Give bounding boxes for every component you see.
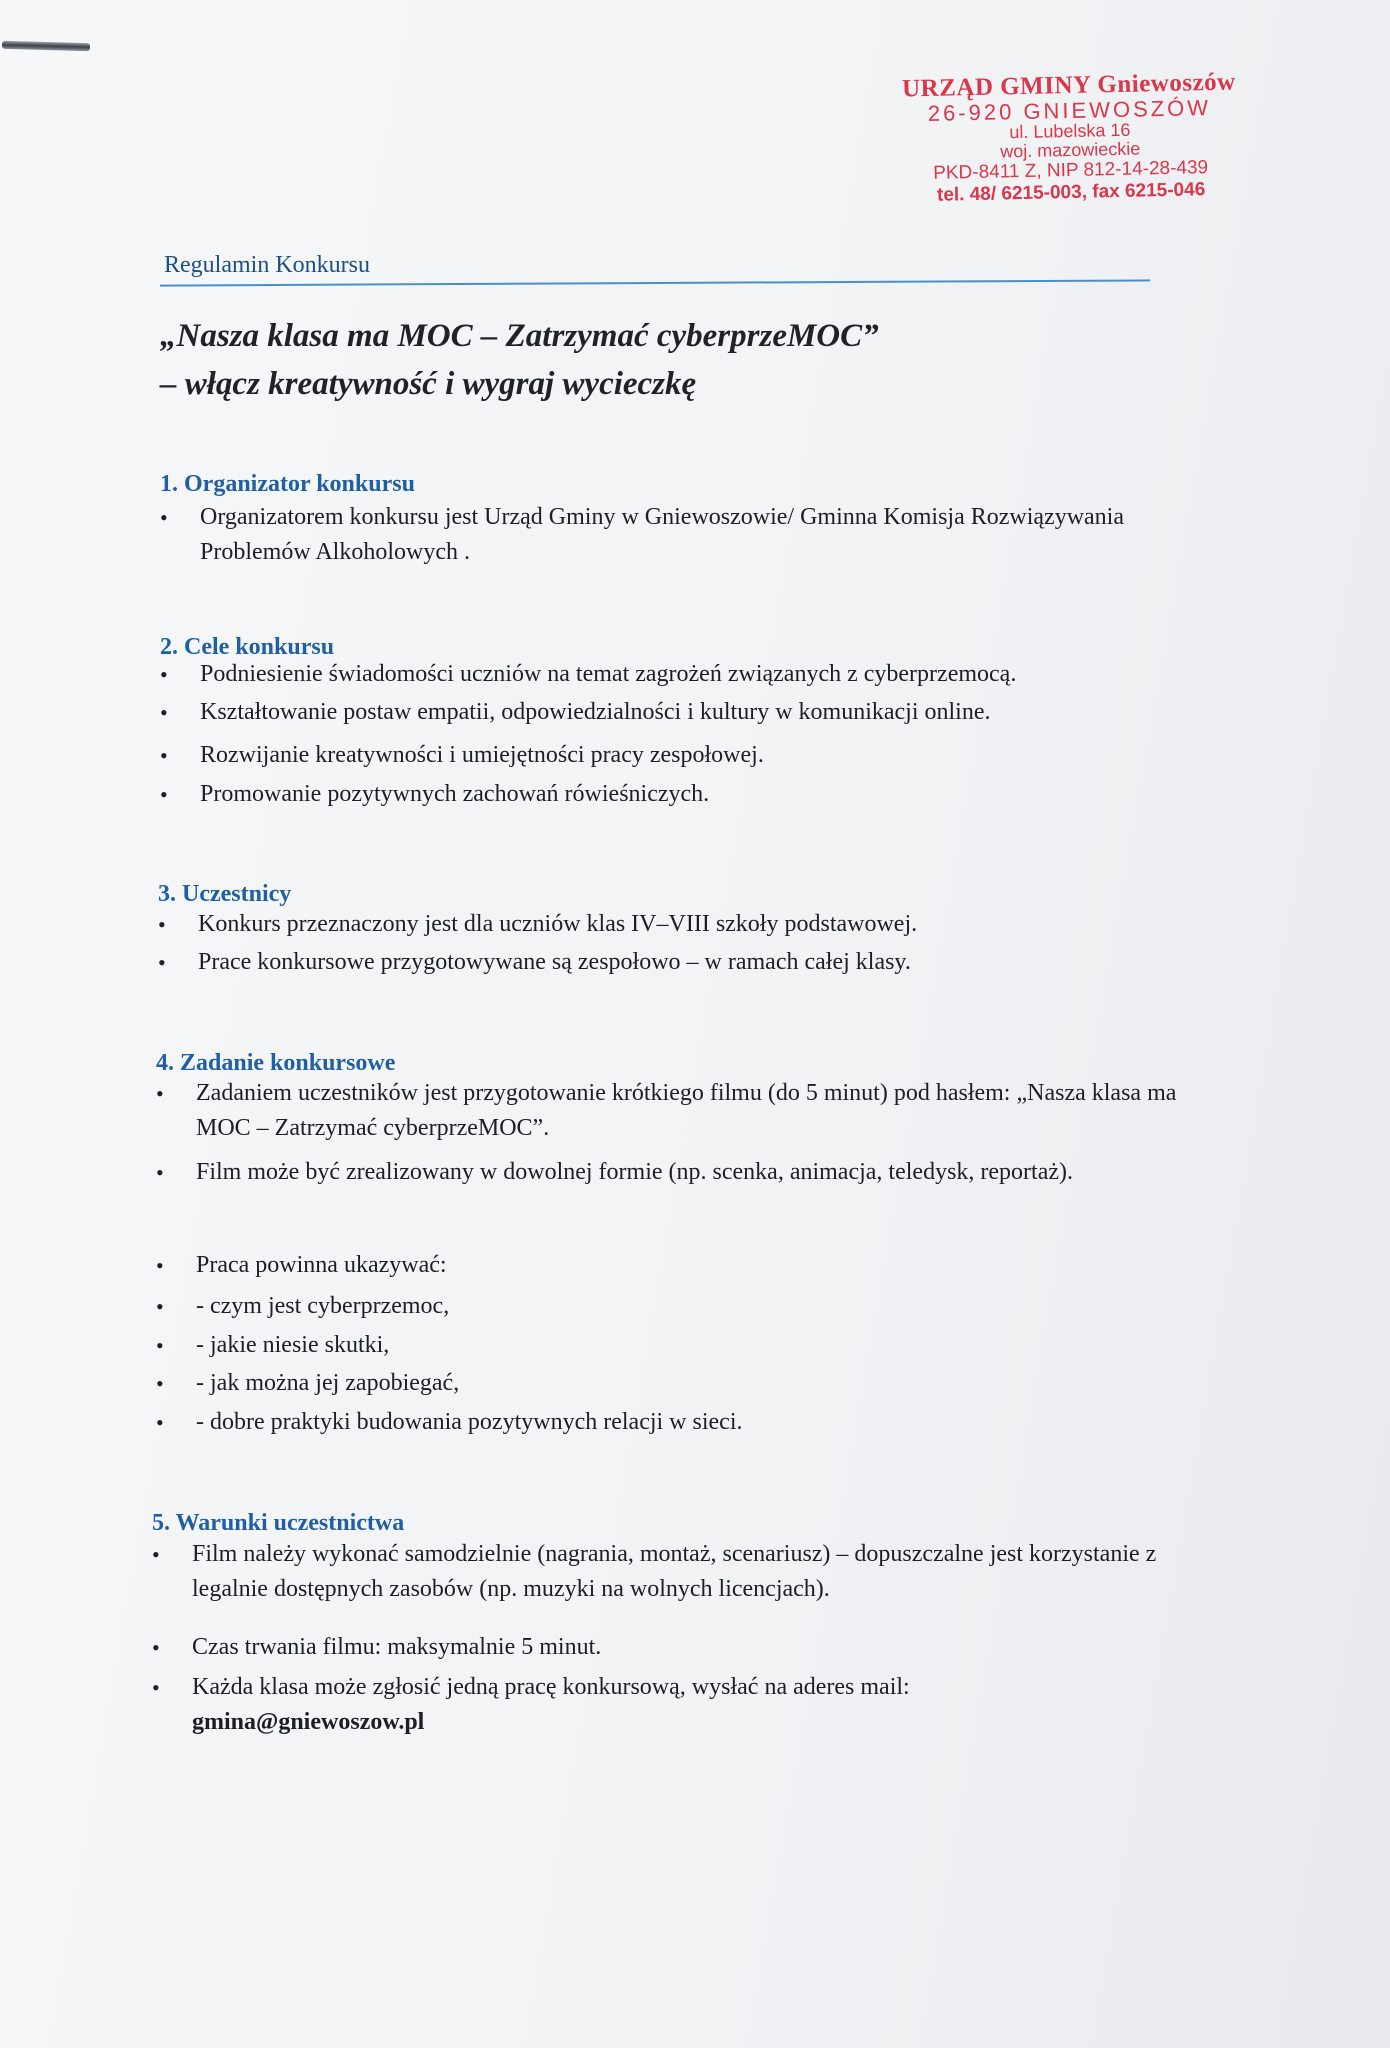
list-item (152, 1537, 1192, 1607)
bullet: • (156, 1371, 164, 1396)
list-item-text: Film należy wykonać samodzielnie (nagrania, montaż, scenariusz) – dopuszczalne jest korzystanie z legalnie dostępnych zasobów (np. muzyki na wolnych licencjach). (192, 1541, 1157, 1602)
bullet: • (158, 950, 166, 975)
stamp-line: woj. mazowieckie (1000, 138, 1141, 162)
list-item-text: Kształtowanie postaw empatii, odpowiedzialności i kultury w komunikacji online. (200, 699, 991, 725)
list-item-text: Praca powinna ukazywać: (196, 1252, 447, 1278)
list-item-text: Rozwijanie kreatywności i umiejętności pracy zespołowej. (200, 742, 764, 768)
stamp-line: tel. 48/ 6215-003, fax 6215-046 (936, 179, 1206, 206)
list-item (160, 500, 1200, 570)
list-item (160, 657, 1200, 692)
title-line-1: „Nasza klasa ma MOC – Zatrzymać cyberprzeMOC” (160, 318, 879, 354)
stamp-line: ul. Lubelska 16 (1009, 119, 1131, 143)
contact-email: gmina@gniewoszow.pl (192, 1709, 425, 1735)
section-heading: 2. Cele konkursu (160, 634, 335, 660)
list-item (156, 1366, 1196, 1401)
stamp-line: URZĄD GMINY Gniewoszów (901, 68, 1236, 103)
list-item (156, 1155, 1186, 1190)
section-heading: 5. Warunki uczestnictwa (152, 1510, 405, 1536)
list-item-text: Film może być zrealizowany w dowolnej formie (np. scenka, animacja, teledysk, reportaż). (196, 1159, 1074, 1185)
list-item (160, 738, 1200, 773)
bullet: • (156, 1160, 164, 1185)
bullet: • (152, 1635, 160, 1660)
bullet: • (152, 1675, 160, 1700)
bullet: • (156, 1294, 164, 1319)
list-item-text: - czym jest cyberprzemoc, (196, 1293, 450, 1319)
list-item (156, 1289, 1196, 1324)
list-item-text: Zadaniem uczestników jest przygotowanie krótkiego filmu (do 5 minut) pod hasłem: „Nasza klasa ma MOC – Zatrzymać cyberprzeMOC”. (196, 1080, 1177, 1141)
bullet: • (156, 1333, 164, 1358)
section-heading: 3. Uczestnicy (158, 881, 292, 907)
section-heading: 4. Zadanie konkursowe (156, 1050, 396, 1076)
list-item-text: - jakie niesie skutki, (196, 1332, 390, 1358)
list-item (158, 907, 1198, 942)
list-item (156, 1328, 1196, 1363)
bullet: • (158, 912, 166, 937)
list-item (152, 1630, 1192, 1665)
stamp-line: PKD-8411 Z, NIP 812-14-28-439 (933, 157, 1209, 184)
section-heading: 1. Organizator konkursu (160, 471, 415, 497)
list-item (152, 1670, 1202, 1740)
list-item (160, 777, 1200, 812)
bullet: • (156, 1081, 164, 1106)
list-item-text: Organizatorem konkursu jest Urząd Gminy w Gniewoszowie/ Gminna Komisja Rozwiązywania Problemów Alkoholowych . (200, 504, 1124, 565)
document-header: Regulamin Konkursu (164, 252, 370, 278)
list-item (156, 1248, 1196, 1283)
list-item-text: Podniesienie świadomości uczniów na temat zagrożeń związanych z cyberprzemocą. (200, 661, 1017, 687)
list-item-text: Konkurs przeznaczony jest dla uczniów klas IV–VIII szkoły podstawowej. (198, 911, 918, 937)
bullet: • (152, 1542, 160, 1567)
list-item-text: Każda klasa może zgłosić jedną pracę konkursową, wysłać na aderes mail: (192, 1674, 910, 1700)
bullet: • (160, 662, 168, 687)
staple (2, 41, 90, 51)
list-item (158, 945, 1198, 980)
bullet: • (160, 505, 168, 530)
list-item-text: Czas trwania filmu: maksymalnie 5 minut. (192, 1634, 602, 1660)
bullet: • (156, 1410, 164, 1435)
office-stamp (879, 68, 1262, 208)
stamp-line: 26-920 GNIEWOSZÓW (927, 95, 1212, 126)
bullet: • (160, 782, 168, 807)
list-item-text: - dobre praktyki budowania pozytywnych relacji w sieci. (196, 1409, 743, 1435)
list-item-text: - jak można jej zapobiegać, (196, 1370, 460, 1396)
bullet: • (160, 743, 168, 768)
list-item-text: Prace konkursowe przygotowywane są zespołowo – w ramach całej klasy. (198, 949, 911, 975)
header-divider (160, 279, 1150, 286)
list-item-text: Promowanie pozytywnych zachowań rówieśniczych. (200, 781, 710, 807)
bullet: • (160, 700, 168, 725)
title-line-2: – włącz kreatywność i wygraj wycieczkę (160, 366, 697, 402)
list-item (160, 695, 1200, 730)
list-item (156, 1076, 1186, 1146)
list-item (156, 1405, 1196, 1440)
bullet: • (156, 1253, 164, 1278)
document-title (160, 312, 879, 408)
